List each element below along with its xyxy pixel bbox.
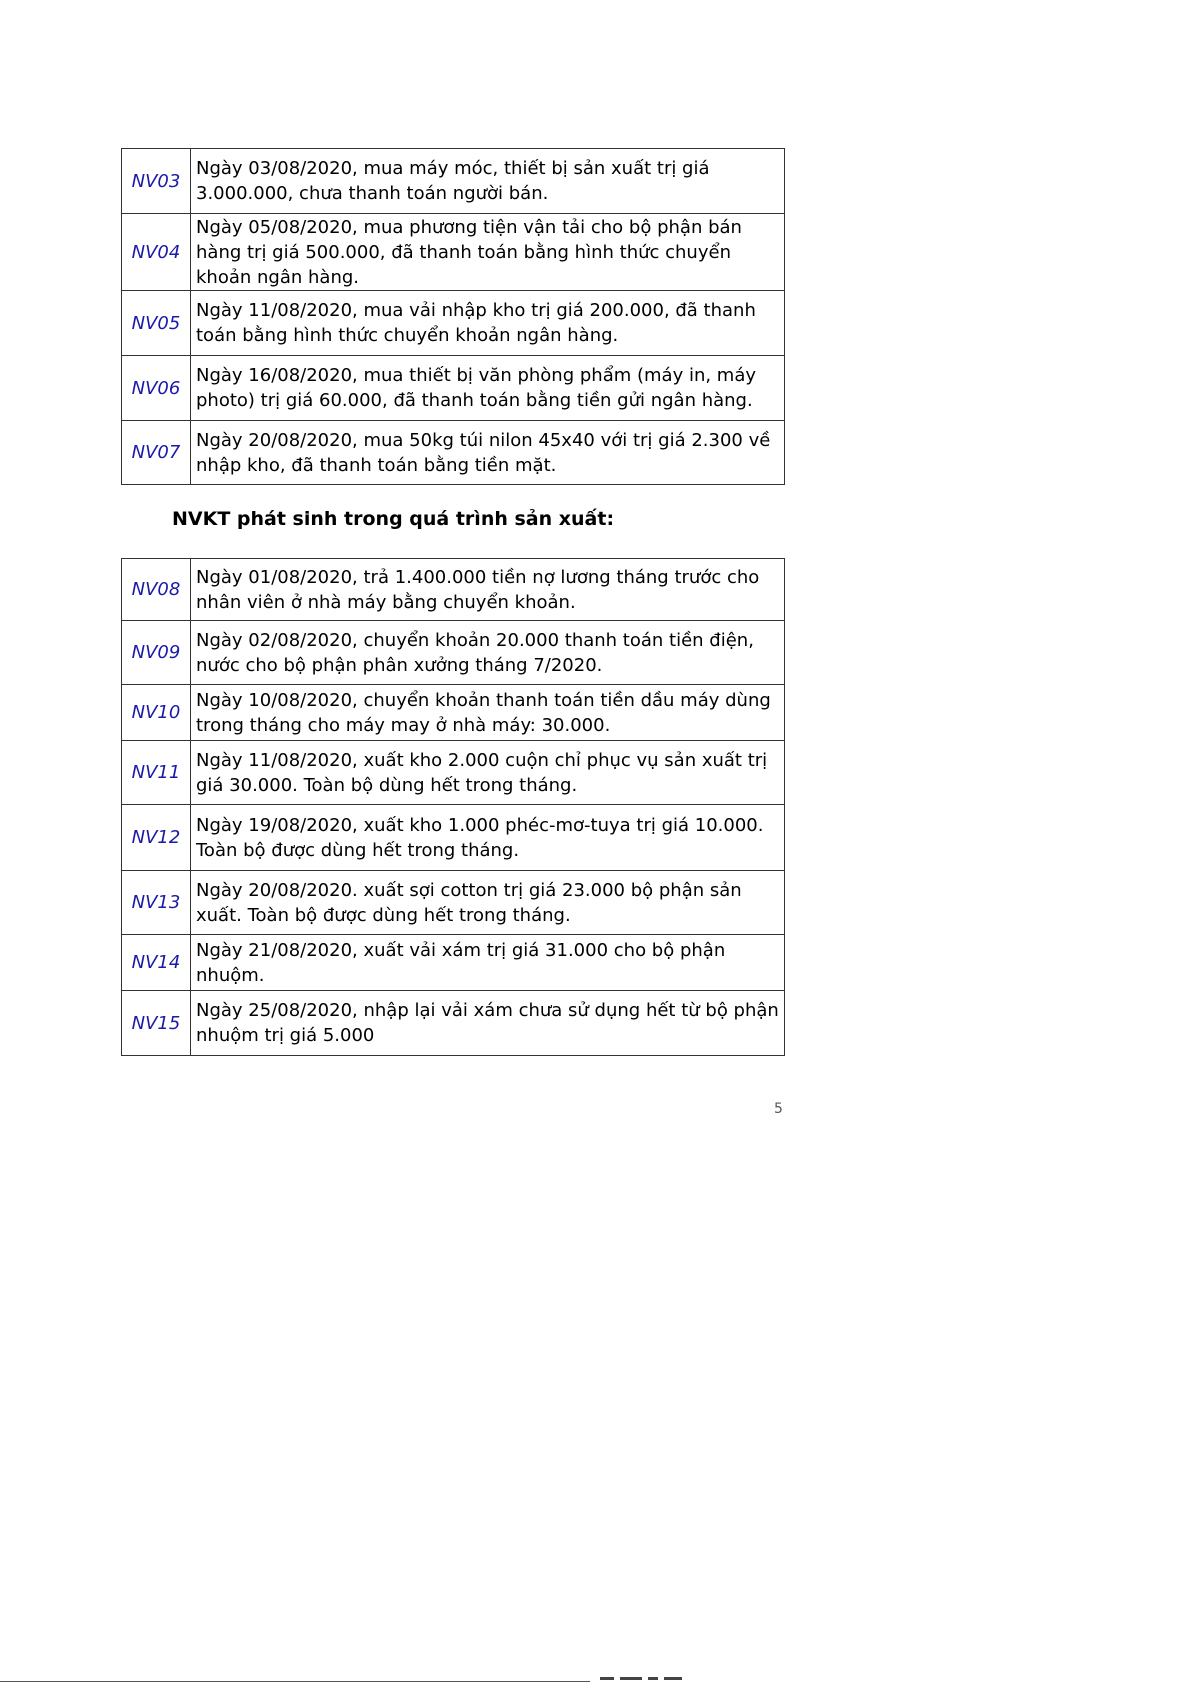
table-row — [122, 685, 785, 741]
page-number: 5 — [774, 1101, 783, 1117]
table-row — [122, 559, 785, 621]
table-row — [122, 214, 785, 291]
transaction-code: NV07 — [122, 421, 191, 485]
transaction-description: Ngày 01/08/2020, trả 1.400.000 tiền nợ lương tháng trước cho nhân viên ở nhà máy bằng chuyển khoản. — [191, 559, 785, 621]
transaction-code: NV10 — [122, 685, 191, 741]
transaction-description: Ngày 05/08/2020, mua phương tiện vận tải cho bộ phận bán hàng trị giá 500.000, đã thanh toán bằng hình thức chuyển khoản ngân hàng. — [191, 214, 785, 291]
transaction-description: Ngày 20/08/2020. xuất sợi cotton trị giá 23.000 bộ phận sản xuất. Toàn bộ được dùng hết trong tháng. — [191, 871, 785, 935]
transactions-table-purchases — [121, 148, 785, 485]
table-row — [122, 149, 785, 214]
transaction-description: Ngày 10/08/2020, chuyển khoản thanh toán tiền dầu máy dùng trong tháng cho máy may ở nhà máy: 30.000. — [191, 685, 785, 741]
transaction-description: Ngày 02/08/2020, chuyển khoản 20.000 thanh toán tiền điện, nước cho bộ phận phân xưởng tháng 7/2020. — [191, 621, 785, 685]
transaction-description: Ngày 19/08/2020, xuất kho 1.000 phéc-mơ-tuya trị giá 10.000. Toàn bộ được dùng hết trong tháng. — [191, 805, 785, 871]
transaction-code: NV14 — [122, 935, 191, 991]
table-row — [122, 421, 785, 485]
transaction-description: Ngày 20/08/2020, mua 50kg túi nilon 45x40 với trị giá 2.300 về nhập kho, đã thanh toán bằng tiền mặt. — [191, 421, 785, 485]
table-row — [122, 991, 785, 1056]
transactions-table-production — [121, 558, 785, 1056]
table-row — [122, 291, 785, 356]
transaction-code: NV08 — [122, 559, 191, 621]
transaction-code: NV05 — [122, 291, 191, 356]
transaction-description: Ngày 25/08/2020, nhập lại vải xám chưa sử dụng hết từ bộ phận nhuộm trị giá 5.000 — [191, 991, 785, 1056]
transaction-code: NV06 — [122, 356, 191, 421]
footer-divider — [0, 1681, 590, 1682]
transaction-code: NV15 — [122, 991, 191, 1056]
table-row — [122, 356, 785, 421]
transaction-code: NV09 — [122, 621, 191, 685]
section-heading: NVKT phát sinh trong quá trình sản xuất: — [172, 508, 615, 530]
transaction-code: NV13 — [122, 871, 191, 935]
transaction-code: NV04 — [122, 214, 191, 291]
table-row — [122, 805, 785, 871]
transaction-code: NV03 — [122, 149, 191, 214]
table-row — [122, 935, 785, 991]
table-row — [122, 871, 785, 935]
transaction-code: NV12 — [122, 805, 191, 871]
transaction-description: Ngày 03/08/2020, mua máy móc, thiết bị sản xuất trị giá 3.000.000, chưa thanh toán người bán. — [191, 149, 785, 214]
table-row — [122, 621, 785, 685]
transaction-description: Ngày 11/08/2020, mua vải nhập kho trị giá 200.000, đã thanh toán bằng hình thức chuyển khoản ngân hàng. — [191, 291, 785, 356]
table-row — [122, 741, 785, 805]
transaction-description: Ngày 16/08/2020, mua thiết bị văn phòng phẩm (máy in, máy photo) trị giá 60.000, đã thanh toán bằng tiền gửi ngân hàng. — [191, 356, 785, 421]
transaction-description: Ngày 21/08/2020, xuất vải xám trị giá 31.000 cho bộ phận nhuộm. — [191, 935, 785, 991]
footer-cut-off-text — [600, 1677, 690, 1685]
transaction-code: NV11 — [122, 741, 191, 805]
transaction-description: Ngày 11/08/2020, xuất kho 2.000 cuộn chỉ phục vụ sản xuất trị giá 30.000. Toàn bộ dùng hết trong tháng. — [191, 741, 785, 805]
